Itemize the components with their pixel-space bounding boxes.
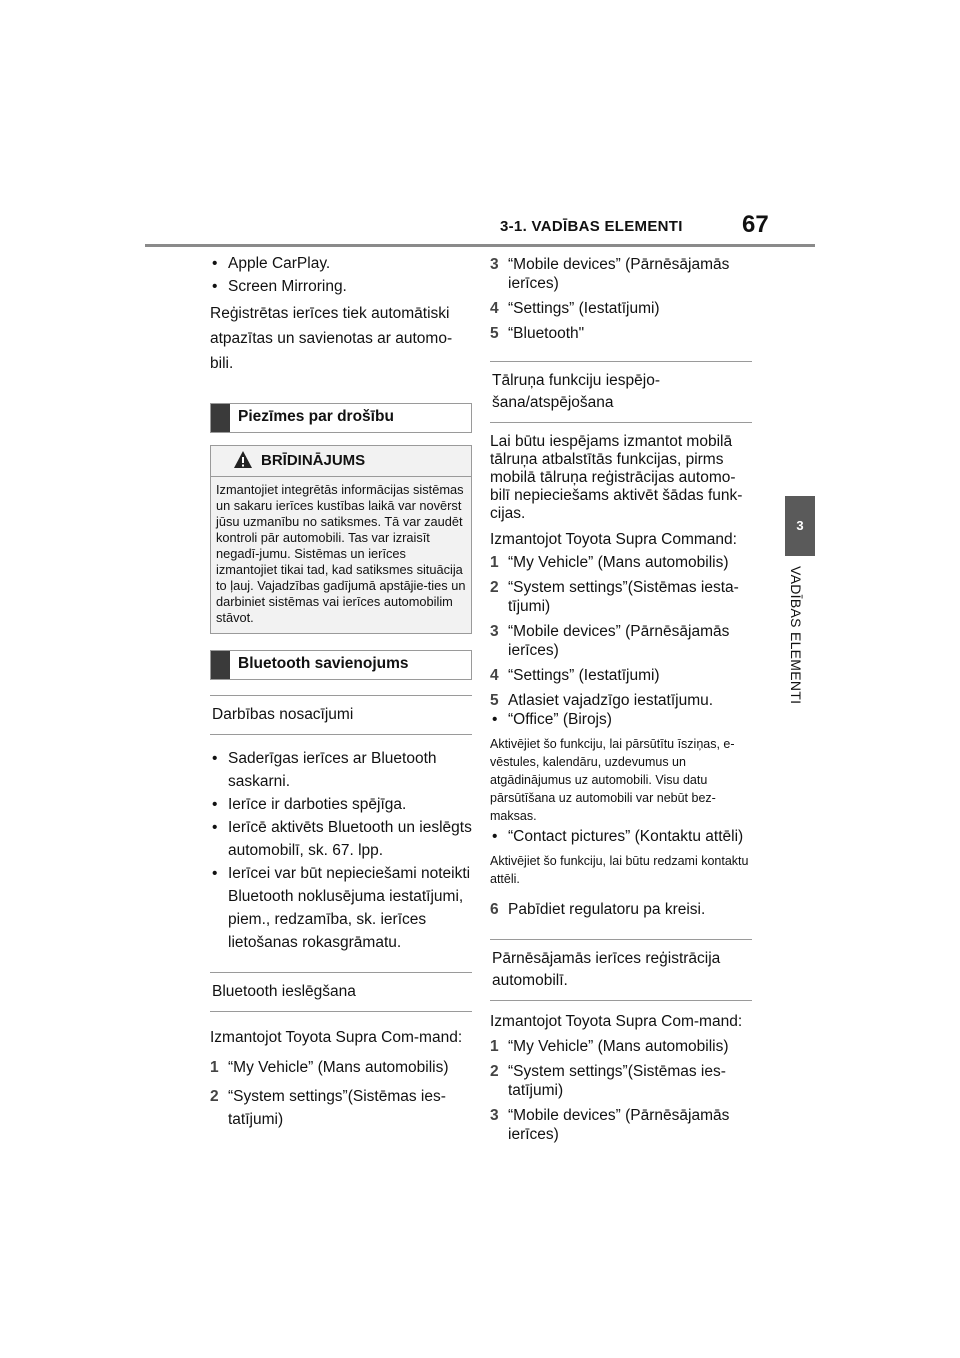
step-number: 5 — [490, 692, 499, 709]
header-rule — [145, 244, 815, 247]
step-text: “Mobile devices” (Pārnēsājamās ierīces) — [508, 256, 730, 292]
warning-box — [210, 445, 472, 634]
condition-item: • Saderīgas ierīces ar Bluetooth saskarni. — [210, 747, 472, 793]
step-item — [490, 691, 752, 710]
step-text: “Settings” (Iestatījumi) — [508, 667, 660, 684]
step-text: “Settings” (Iestatījumi) — [508, 300, 660, 317]
step-text: “My Vehicle” (Mans automobilis) — [508, 554, 729, 571]
section-title: 3-1. VADĪBAS ELEMENTI — [500, 218, 683, 235]
step-item — [490, 622, 752, 660]
command-intro: Izmantojot Toyota Supra Com-mand: — [490, 1013, 743, 1030]
header-block — [211, 651, 230, 679]
warning-title-bar — [211, 446, 471, 477]
bullet-carplay: • Apple CarPlay. — [210, 252, 472, 275]
step-number: 3 — [490, 1107, 499, 1124]
condition-item: • Ierīcē aktivēts Bluetooth un ieslēgts automobilī, sk. 67. lpp. — [210, 816, 472, 862]
step-number: 2 — [490, 1063, 499, 1080]
step-text: “System settings”(Sistēmas iesta-tījumi) — [508, 579, 739, 615]
step-text: “My Vehicle” (Mans automobilis) — [228, 1059, 449, 1076]
safety-title: Piezīmes par drošību — [238, 408, 394, 425]
bullet-mirroring: • Screen Mirroring. — [210, 275, 472, 298]
option-office: • “Office” (Birojs) — [490, 710, 752, 729]
page-number: 67 — [742, 211, 769, 238]
office-note: Aktivējiet šo funkciju, lai pārsūtītu īsziņas, e-vēstules, kalendāru, uzdevumus un atgādinājumus uz automobili. Visu datu pārsūtīšana uz automobili var nebūt bez-maksas. — [490, 737, 735, 823]
step-item — [490, 1062, 752, 1100]
step-number: 3 — [490, 256, 499, 273]
warning-title: BRĪDINĀJUMS — [261, 452, 366, 469]
step-text: “System settings”(Sistēmas ies-tatījumi) — [228, 1088, 446, 1128]
step-item — [490, 666, 752, 685]
option-contact-pictures: • “Contact pictures” (Kontaktu attēli) — [490, 827, 752, 846]
condition-item: • Ierīcei var būt nepieciešami noteikti Bluetooth noklusējuma iestatījumi, piem., redzamība, sk. ierīces lietošanas rokasgrāmatu. — [210, 862, 472, 954]
phone-functions-header: Tālruņa funkciju iespējo-šana/atspējošana — [490, 361, 752, 423]
step-number: 1 — [490, 554, 499, 571]
step-number: 4 — [490, 300, 499, 317]
bluetooth-connection-title: Bluetooth savienojums — [238, 655, 409, 672]
step-item — [490, 1037, 752, 1056]
step-number: 1 — [210, 1059, 219, 1076]
step-text: “My Vehicle” (Mans automobilis) — [508, 1038, 729, 1055]
device-registration-header: Pārnēsājamās ierīces reģistrācija automobilī. — [490, 939, 752, 1001]
safety-header — [210, 403, 472, 433]
intro-paragraph: Reģistrētas ierīces tiek automātiski atpazītas un savienotas ar automo-bili. — [210, 305, 453, 372]
step-text: “Bluetooth" — [508, 325, 585, 342]
step-text: Pabīdiet regulatoru pa kreisi. — [508, 901, 706, 918]
chapter-side-label: VADĪBAS ELEMENTI — [788, 566, 804, 705]
step-item — [490, 324, 752, 343]
bluetooth-connection-header — [210, 650, 472, 680]
step-item — [210, 1085, 472, 1131]
step-text: “Mobile devices” (Pārnēsājamās ierīces) — [508, 623, 730, 659]
step-item — [490, 578, 752, 616]
command-intro: Izmantojot Toyota Supra Com-mand: — [210, 1029, 463, 1046]
right-column — [490, 252, 752, 1144]
step-number: 4 — [490, 667, 499, 684]
functions-paragraph: Lai būtu iespējams izmantot mobilā tālruņa atbalstītās funkcijas, pirms mobilā tālruņa reģistrācijas automo-bilī nepieciešams aktivēt šādas funk-cijas. — [490, 433, 743, 522]
step-number: 5 — [490, 325, 499, 342]
step-item — [210, 1056, 472, 1079]
step-text: “System settings”(Sistēmas ies-tatījumi) — [508, 1063, 726, 1099]
step-text: Atlasiet vajadzīgo iestatījumu. — [508, 692, 714, 709]
step-item — [490, 255, 752, 293]
chapter-tab: 3 — [785, 496, 815, 556]
step-number: 3 — [490, 623, 499, 640]
header-block — [211, 404, 230, 432]
warning-text: Izmantojiet integrētās informācijas sistēmas un sakaru ierīces kustības laikā var novērst jūsu uzmanību no satiksmes. Tā var zaudēt kontroli pār automobili. Tas var izraisīt negadī-jumu. Sistēmas un ierīces izmantojiet tikai tad, kad satiksmes situācija to ļauj. Vajadzības gadījumā apstājie-ties un darbiniet sistēmas vai ierīces automobilim stāvot. — [216, 482, 466, 625]
step-number: 6 — [490, 901, 499, 918]
condition-item: • Ierīce ir darboties spējīga. — [210, 793, 472, 816]
command-intro: Izmantojot Toyota Supra Command: — [490, 531, 737, 548]
step-item — [490, 1106, 752, 1144]
step-item — [490, 553, 752, 572]
left-column — [210, 252, 472, 1131]
step-item — [490, 299, 752, 318]
step-number: 2 — [490, 579, 499, 596]
step-number: 2 — [210, 1088, 219, 1105]
warning-icon — [233, 450, 253, 470]
conditions-header: Darbības nosacījumi — [210, 695, 472, 735]
step-item — [490, 900, 752, 919]
step-number: 1 — [490, 1038, 499, 1055]
step-text: “Mobile devices” (Pārnēsājamās ierīces) — [508, 1107, 730, 1143]
contact-pictures-note: Aktivējiet šo funkciju, lai būtu redzami kontaktu attēli. — [490, 854, 749, 886]
bluetooth-on-header: Bluetooth ieslēgšana — [210, 972, 472, 1012]
